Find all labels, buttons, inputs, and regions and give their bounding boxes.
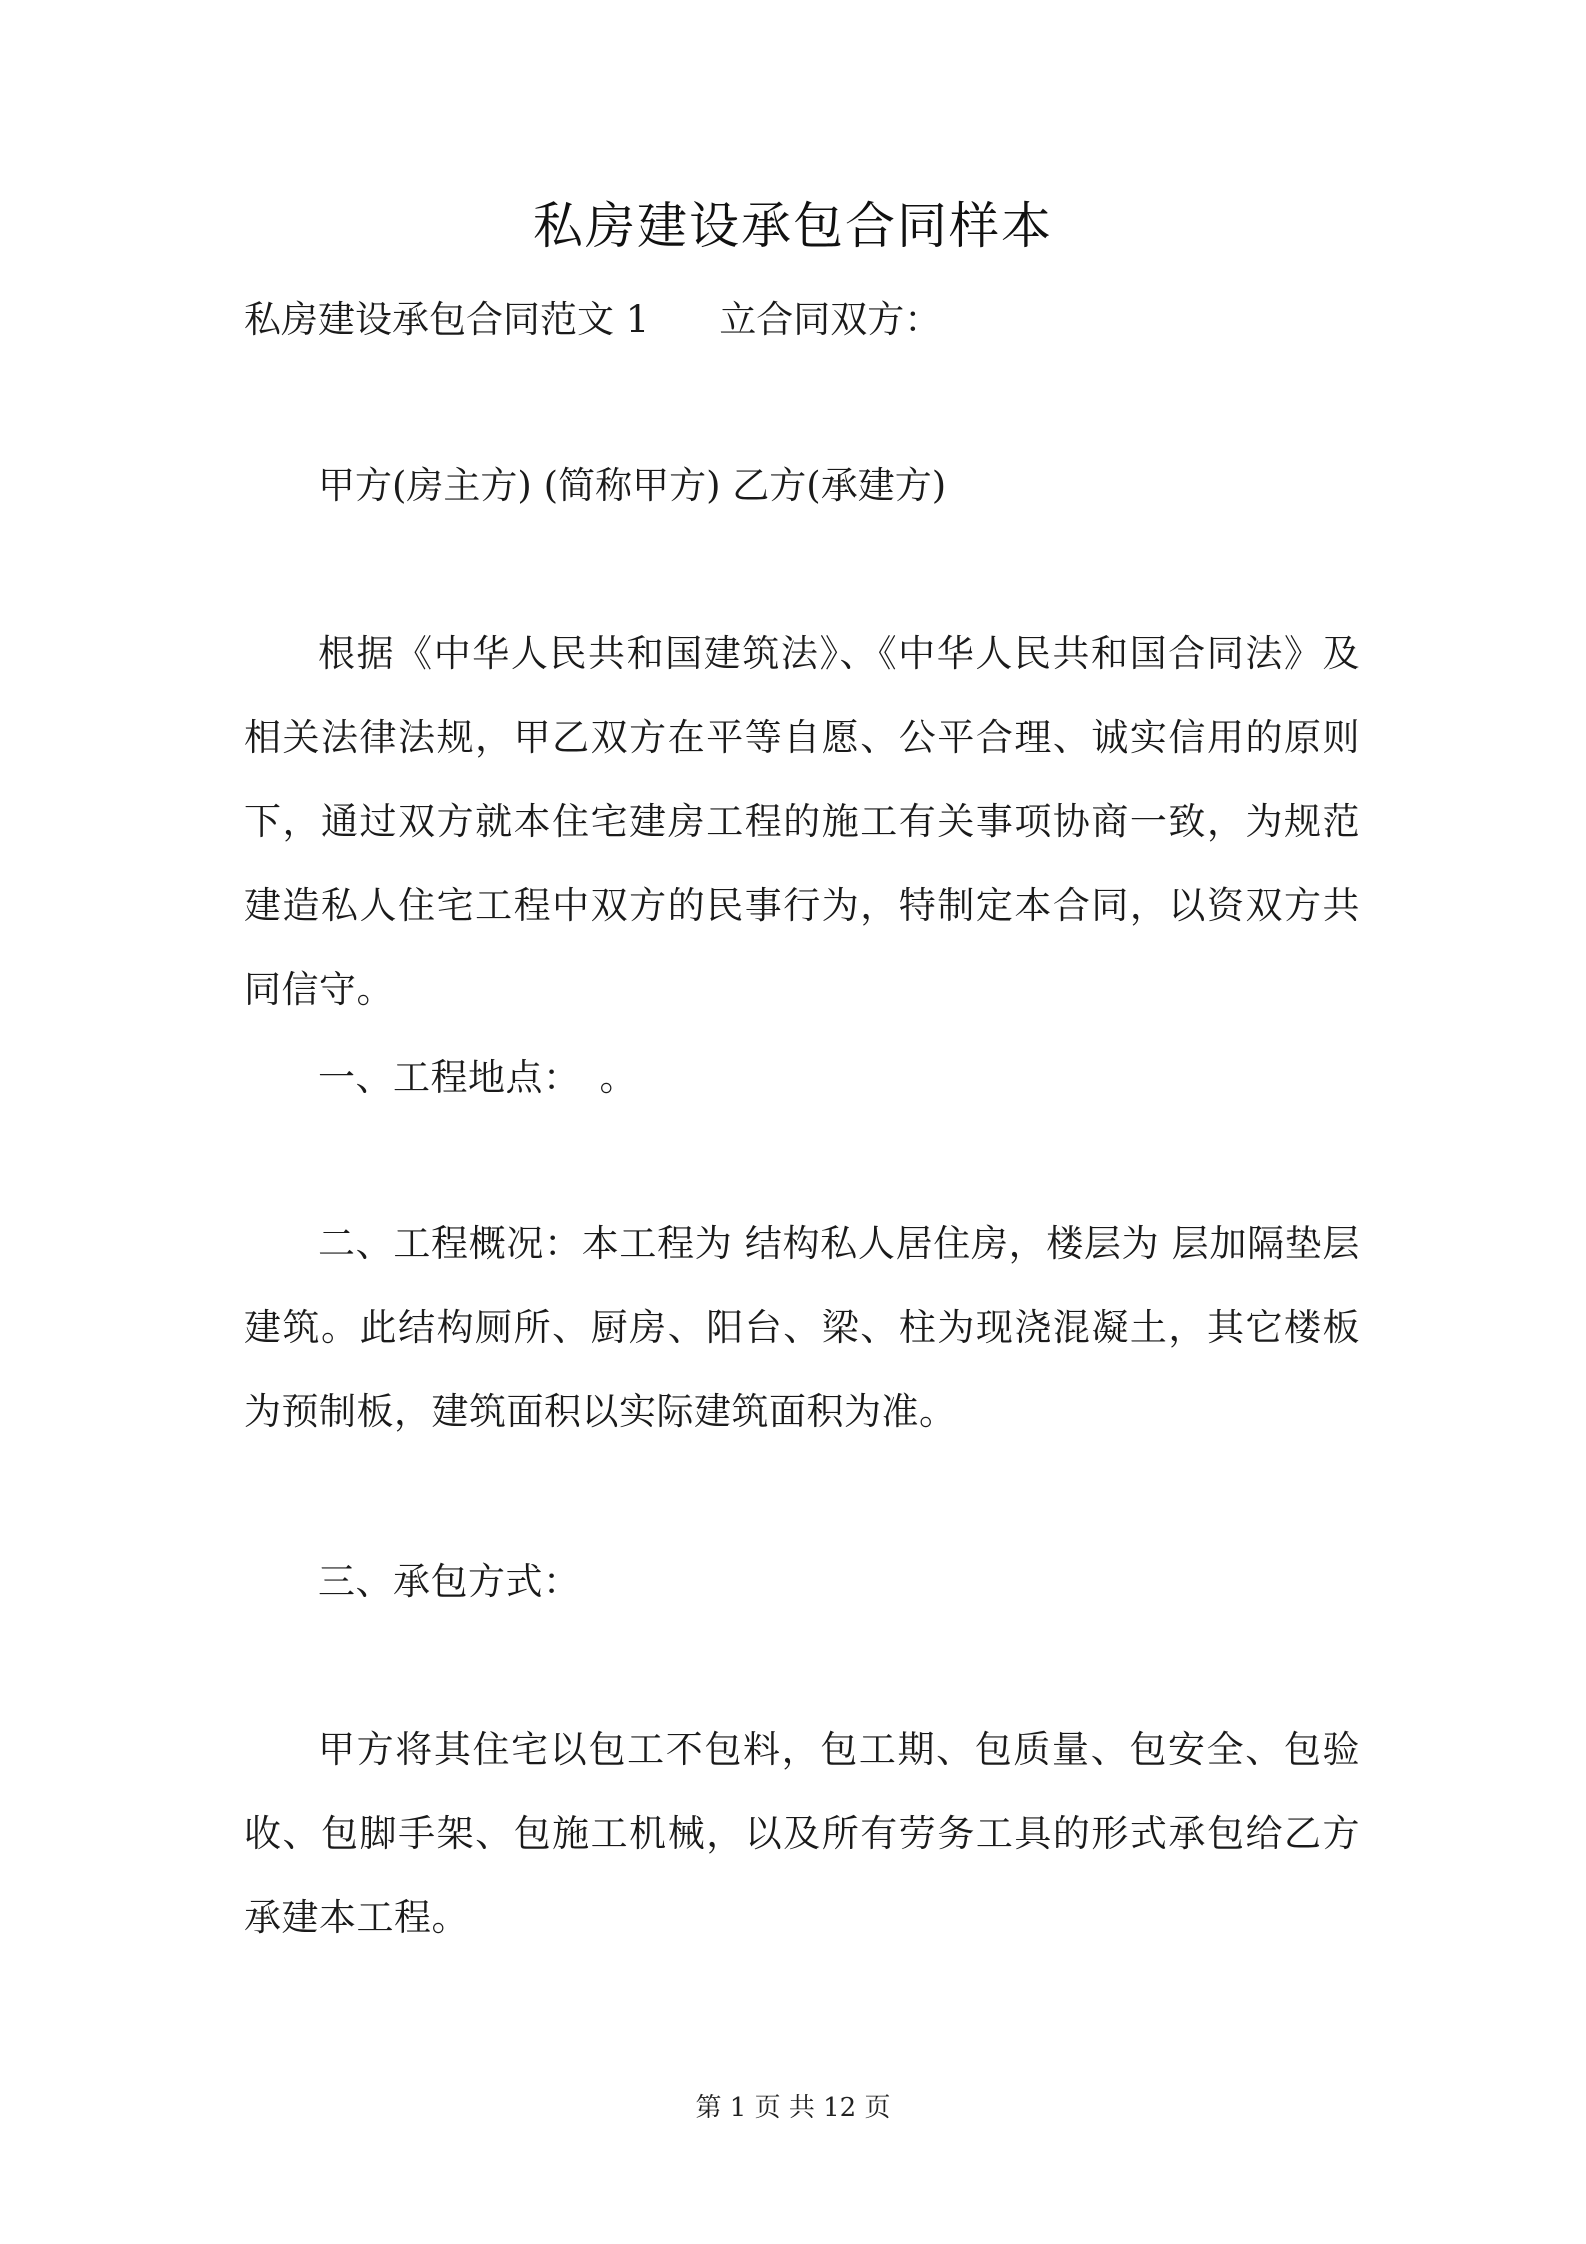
preamble-paragraph: 根据《中华人民共和国建筑法》、《中华人民共和国合同法》及相关法律法规，甲乙双方在平等自愿、公平合理、诚实信用的原则下，通过双方就本住宅建房工程的施工有关事项协商一致，为规范建造私人住宅工程中双方的民事行为，特制定本合同，以资双方共同信守。: [244, 632, 1360, 1011]
contract-sample-label: 私房建设承包合同范文 1: [244, 298, 650, 341]
contract-parties-heading: 立合同双方：: [719, 298, 942, 341]
section-3-body: 甲方将其住宅以包工不包料，包工期、包质量、包安全、包验收、包脚手架、包施工机械，以及所有劳务工具的形式承包给乙方承建本工程。: [244, 1728, 1360, 1939]
section-1-location: 一、工程地点： 。: [318, 1056, 637, 1099]
section-2-overview: 二、工程概况：本工程为 结构私人居住房，楼层为 层加隔垫层建筑。此结构厕所、厨房、阳台、梁、柱为现浇混凝土，其它楼板为预制板，建筑面积以实际建筑面积为准。: [244, 1222, 1360, 1433]
page-number: 第 1 页 共 12 页: [695, 2093, 891, 2123]
parties-line: 甲方(房主方) (简称甲方) 乙方(承建方): [318, 464, 947, 507]
document-title: 私房建设承包合同样本: [533, 197, 1053, 255]
section-3-heading: 三、承包方式：: [318, 1560, 581, 1603]
subtitle-line: [244, 296, 941, 344]
